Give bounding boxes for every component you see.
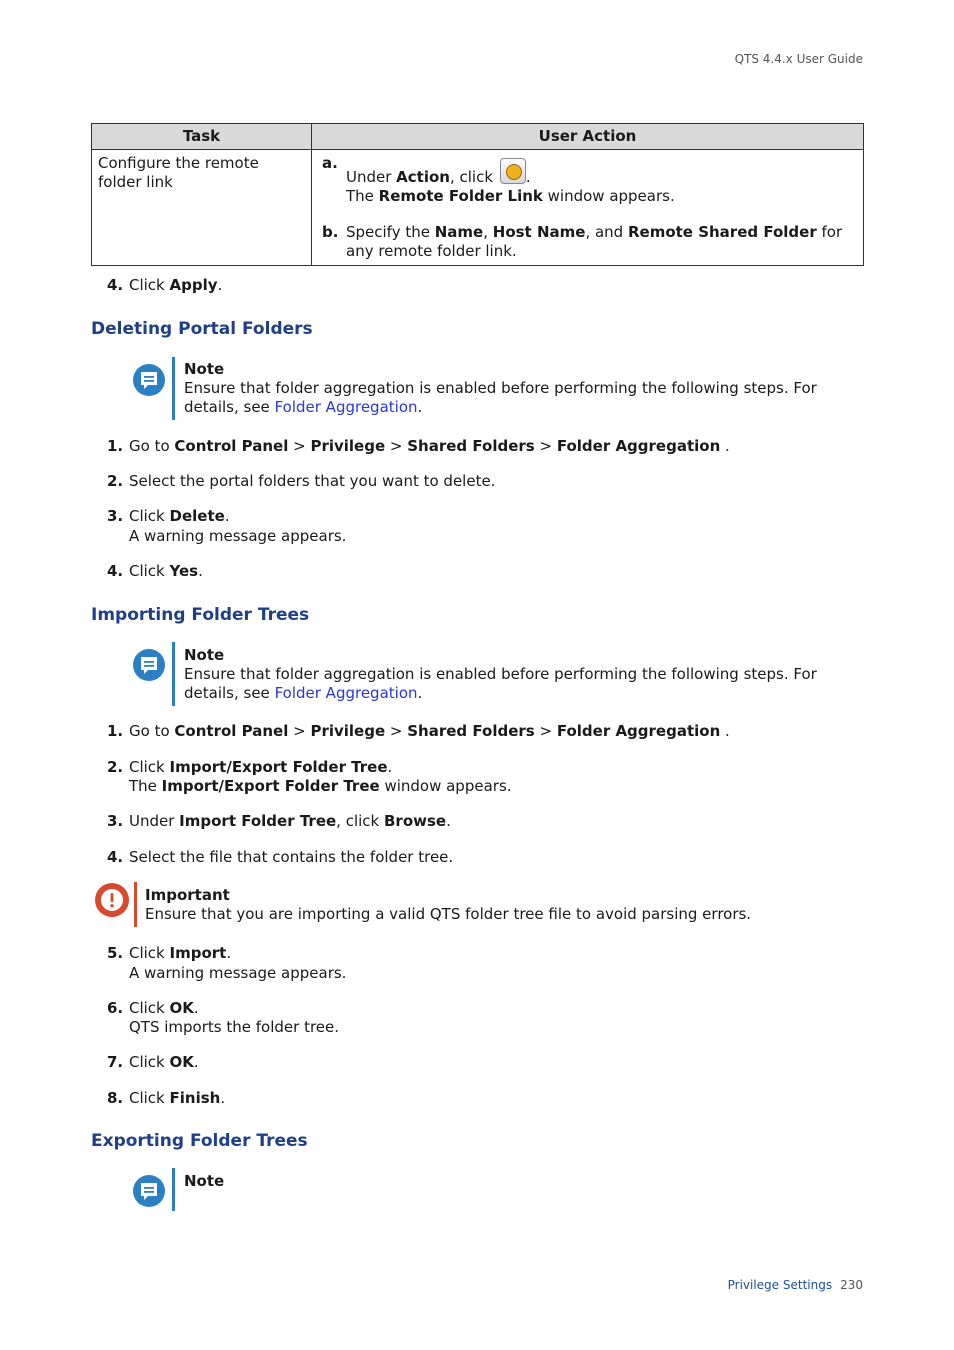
note-icon	[132, 1174, 166, 1208]
list-item: 2. Click Import/Export Folder Tree. The Import/Export Folder Tree window appears.	[107, 758, 512, 795]
note-box: Note Ensure that folder aggregation is enabled before performing the following steps. For details, see Folder Aggregation.	[132, 357, 832, 417]
note-bar	[172, 642, 175, 706]
important-text: Ensure that you are importing a valid QTS folder tree file to avoid parsing errors.	[145, 905, 752, 923]
note-text: Ensure that folder aggregation is enabled before performing the following steps. For details, see Folder Aggregation.	[184, 665, 817, 702]
list-item: 8. Click Finish.	[107, 1089, 226, 1107]
folder-aggregation-link[interactable]: Folder Aggregation	[274, 684, 418, 702]
warning-icon	[94, 882, 130, 918]
table-row	[92, 150, 864, 266]
important-box: Important Ensure that you are importing a valid QTS folder tree file to avoid parsing errors.	[94, 882, 834, 924]
folder-aggregation-link[interactable]: Folder Aggregation	[274, 398, 418, 416]
list-item: 6. Click OK. QTS imports the folder tree.	[107, 999, 340, 1036]
note-icon	[132, 363, 166, 397]
note-bar	[172, 1168, 175, 1211]
note-icon	[132, 648, 166, 682]
note-text: Ensure that folder aggregation is enabled before performing the following steps. For details, see Folder Aggregation.	[184, 379, 817, 416]
list-item: 3. Under Import Folder Tree, click Browse.	[107, 812, 451, 830]
list-item: 5. Click Import. A warning message appears.	[107, 944, 347, 982]
important-bar	[134, 882, 137, 927]
column-header-user-action: User Action	[312, 124, 864, 150]
list-item: 1. Go to Control Panel > Privilege > Shared Folders > Folder Aggregation .	[107, 722, 730, 740]
column-header-task: Task	[92, 124, 312, 150]
list-item: 2. Select the portal folders that you want to delete.	[107, 472, 496, 490]
section-heading-importing: Importing Folder Trees	[91, 605, 310, 625]
note-box: Note	[132, 1168, 832, 1191]
action-step-a: a. Under Action, click . The Remote Folder Link window appears.	[322, 154, 675, 205]
task-table	[91, 123, 864, 266]
page-number: 230	[840, 1278, 863, 1292]
note-box: Note Ensure that folder aggregation is enabled before performing the following steps. For details, see Folder Aggregation.	[132, 642, 832, 703]
list-item: 1. Go to Control Panel > Privilege > Shared Folders > Folder Aggregation .	[107, 437, 730, 455]
list-item: 4. Click Apply.	[107, 276, 223, 294]
list-item: 3. Click Delete. A warning message appears.	[107, 507, 347, 545]
note-bar	[172, 357, 175, 420]
task-cell: Configure the remote folder link	[92, 150, 312, 266]
section-heading-exporting: Exporting Folder Trees	[91, 1131, 308, 1151]
action-cell	[312, 150, 864, 266]
footer-section: Privilege Settings	[727, 1278, 833, 1292]
list-item: 4. Click Yes.	[107, 562, 203, 580]
page-footer	[728, 1276, 863, 1295]
list-item: 4. Select the file that contains the folder tree.	[107, 848, 454, 866]
list-item: 7. Click OK.	[107, 1053, 199, 1071]
action-gear-icon	[500, 158, 526, 184]
action-step-b: b. Specify the Name, Host Name, and Remote Shared Folder for any remote folder link.	[322, 223, 843, 260]
page-header: QTS 4.4.x User Guide	[734, 52, 863, 66]
section-heading-deleting: Deleting Portal Folders	[91, 319, 313, 339]
